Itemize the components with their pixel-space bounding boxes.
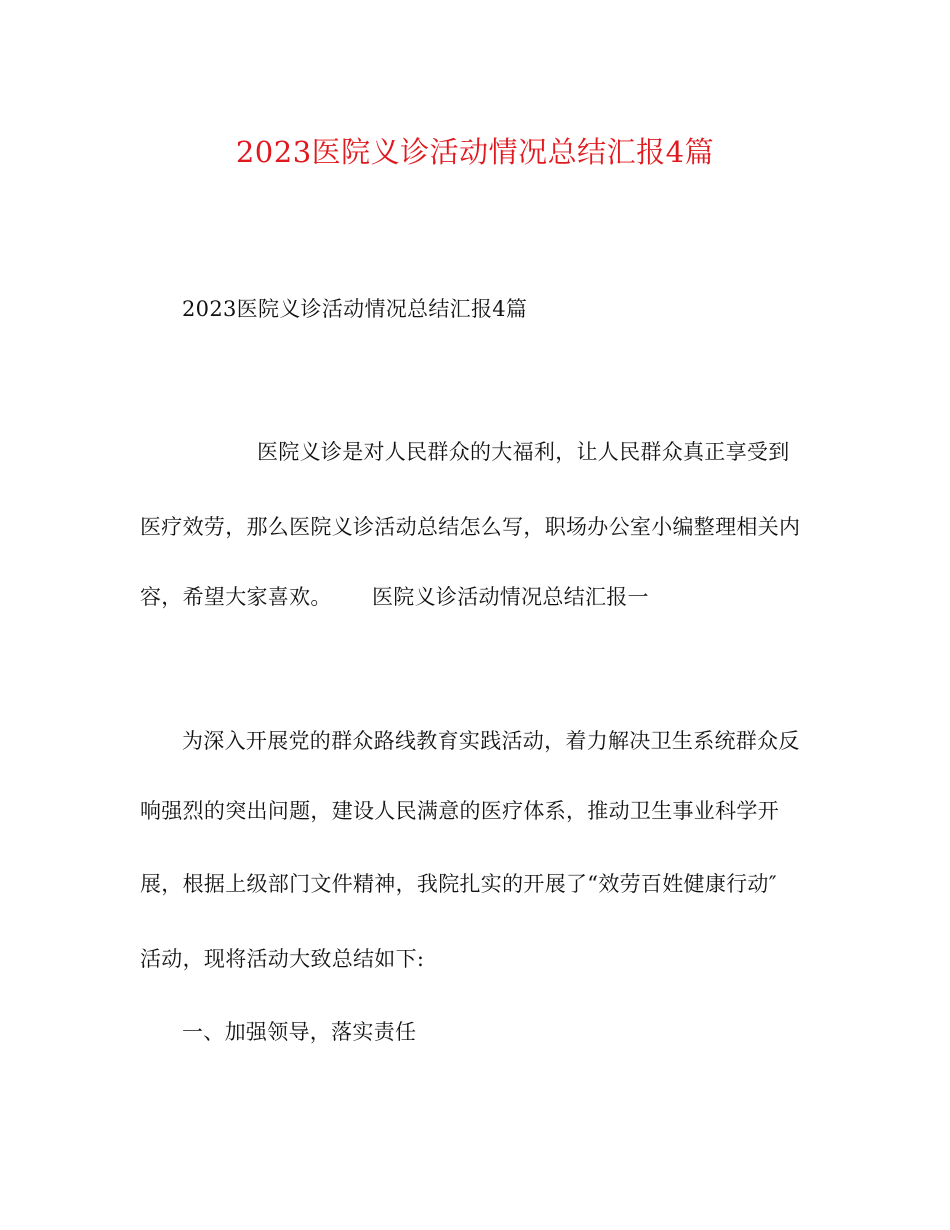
paragraph-1-line-1: 医院义诊是对人民群众的大福利，让人民群众真正享受到 — [257, 440, 790, 464]
section-heading-report-1: 医院义诊活动情况总结汇报一 — [372, 585, 649, 609]
document-subtitle: 2023医院义诊活动情况总结汇报4篇 — [182, 297, 528, 321]
paragraph-2-line-4: 活动，现将活动大致总结如下: — [140, 947, 425, 971]
heading-strengthen-leadership: 一、加强领导，落实责任 — [182, 1020, 417, 1044]
document-title: 2023医院义诊活动情况总结汇报4篇 — [235, 135, 715, 169]
paragraph-1-line-2: 医疗效劳，那么医院义诊活动总结怎么写，职场办公室小编整理相关内 — [140, 515, 801, 539]
paragraph-2-line-1: 为深入开展党的群众路线教育实践活动，着力解决卫生系统群众反 — [182, 729, 800, 753]
paragraph-2-line-2: 响强烈的突出问题，建设人民满意的医疗体系，推动卫生事业科学开 — [140, 799, 779, 823]
paragraph-2-line-3: 展，根据上级部门文件精神，我院扎实的开展了“效劳百姓健康行动″ — [140, 872, 777, 896]
paragraph-1-line-3: 容，希望大家喜欢。 — [140, 585, 332, 609]
